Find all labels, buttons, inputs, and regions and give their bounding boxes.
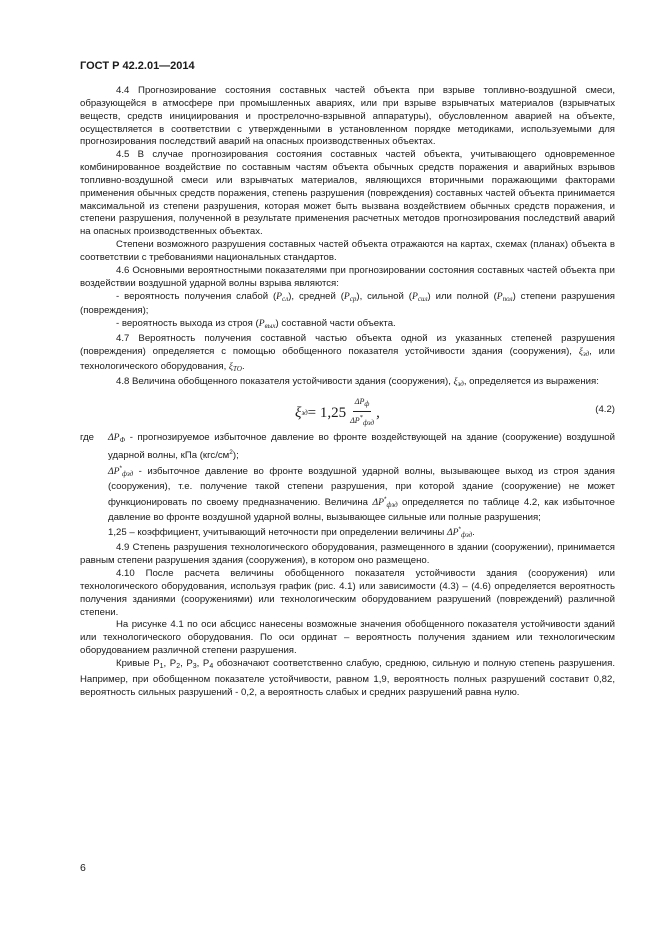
paragraph-4-7: 4.7 Вероятность получения составной частью объекта одной из указанных степеней разрушения (повреждения) определяется с помощью обобщенного показателя устойчивости здания (сооружения), $\xi_{зд}$, или технологического оборудования, $\xi_{ТО}$. xyxy=(80,333,615,373)
where-definition: где $\Delta P_Ф$ - прогнозируемое избыточное давление во фронте воздействующей на здание (сооружение) воздушной ударной волны, кПа $(кгс/см^2)$; xyxy=(80,432,615,462)
paragraph-4-8: 4.8 Величина обобщенного показателя устойчивости здания (сооружения), $\xi_{зд}$, определяется из выражения: xyxy=(116,375,599,388)
definition-coefficient: 1,25 – коэффициент, учитывающий неточности при определении величины $\Delta P^*_{фзд}$. xyxy=(108,526,475,540)
formula-4-2: ξ зд = 1,25 $\frac{\text{ΔPф}}{\Delta P^*фзд}$ , (4.2) xyxy=(80,392,615,432)
paragraph-4-6: 4.6 Основными вероятностными показателями при прогнозировании состояния составных частей объекта при воздействии воздушной ударной волны взрыва являются: xyxy=(80,264,615,289)
paragraph-4-9: 4.9 Степень разрушения технологического оборудования, размещенного в здании (сооружении), принимается равным степени разрушения здания (сооружения), в котором оно размещено. xyxy=(80,542,615,567)
formula-number: (4.2) xyxy=(595,404,615,416)
formula-fraction: $\frac{\text{ΔPф}}{\Delta P^*фзд}$ xyxy=(350,397,375,428)
paragraph-figure: На рисунке 4.1 по оси абсцисс нанесены возможные значения обобщенного показателя устойчивости зданий или технологического оборудования. По оси ординат – вероятность получения зданием или технологическим оборудованием различной степени разрушения. xyxy=(80,619,615,657)
document-header: ГОСТ Р 42.2.01—2014 xyxy=(80,60,195,72)
paragraph-4-10: 4.10 После расчета величины обобщенного показателя устойчивости здания (сооружения) или технологического оборудования, используя график (рис. 4.1) или зависимости (4.3) – (4.6) определяется вероятность получения зданиями (сооружениями) или технологическим оборудованием разрушений (повреждений) различной степени. xyxy=(80,568,615,618)
definition-dp-fzd: $\Delta P^*_{фзд}$ - избыточное давление во фронте воздушной ударной волны, вызывающее выход из строя здания (сооружения), т.е. получение такой степени разрушения, при которой здание (сооружение) не может функционировать по своему предназначению. Величина $\Delta P^*_{фзд}$ определяется по таблице 4.2, как избыточное давление во фронте воздушной ударной волны, вызывающее сильные или полные разрушения; xyxy=(108,465,616,523)
paragraph-4-4: 4.4 Прогнозирование состояния составных частей объекта при взрыве топливно-воздушной смеси, образующейся в атмосфере при промышленных авариях, или при взрыве взрывчатых материалов (взрывчатых веществ, средств инициирования и прострелочно-взрывной аппаратуры), обусловленном аварией на объекте, осуществляется в соответствии с утвержденными в установленном порядке методиками, используемыми для прогнозирования последствий аварий на опасных производственных объектах. xyxy=(80,85,615,148)
paragraph-curves: Кривые $P_1$, $P_2$, $P_3$, $P_4$ обозначают соответственно слабую, среднюю, сильную и полную степень разрушения. Например, при обобщенном показателе устойчивости, равном 1,9, вероятность полных разрушений составит 0,82, вероятность сильных разрушений - 0,2, а вероятность слабых и средних разрушений равна нулю. xyxy=(80,657,615,698)
list-item-probabilities: - вероятность получения слабой $(P_{сл})$, средней $(P_{ср})$, сильной $(P_{сил})$ или полной $(P_{пол})$ степени разрушения (повреждения); xyxy=(80,290,616,317)
paragraph-4-5: 4.5 В случае прогнозирования состояния составных частей объекта, учитывающего одновременное комбинированное воздействие по составным частям объекта обычных средств поражения и аварийных взрывов топливно-воздушной смеси или взрывчатых материалов, являющихся вторичными поражающими факторами применения обычных средств поражения, степень разрушения (повреждения) составных частей объекта принимается максимальной из степени разрушения, которая может быть вызвана воздействием обычных средств поражения, и степени разрушения, полученной в результате применения расчетных методов прогнозирования последствий аварий на опасных производственных объектах. xyxy=(80,149,615,238)
page-number: 6 xyxy=(80,862,86,874)
paragraph-degrees: Степени возможного разрушения составных частей объекта отражаются на картах, схемах (планах) объекта в соответствии с требованиями национальных стандартов. xyxy=(80,239,615,263)
list-item-failure: - вероятность выхода из строя $(P_{вых})$ составной части объекта. xyxy=(116,318,396,331)
page-body xyxy=(80,85,615,699)
